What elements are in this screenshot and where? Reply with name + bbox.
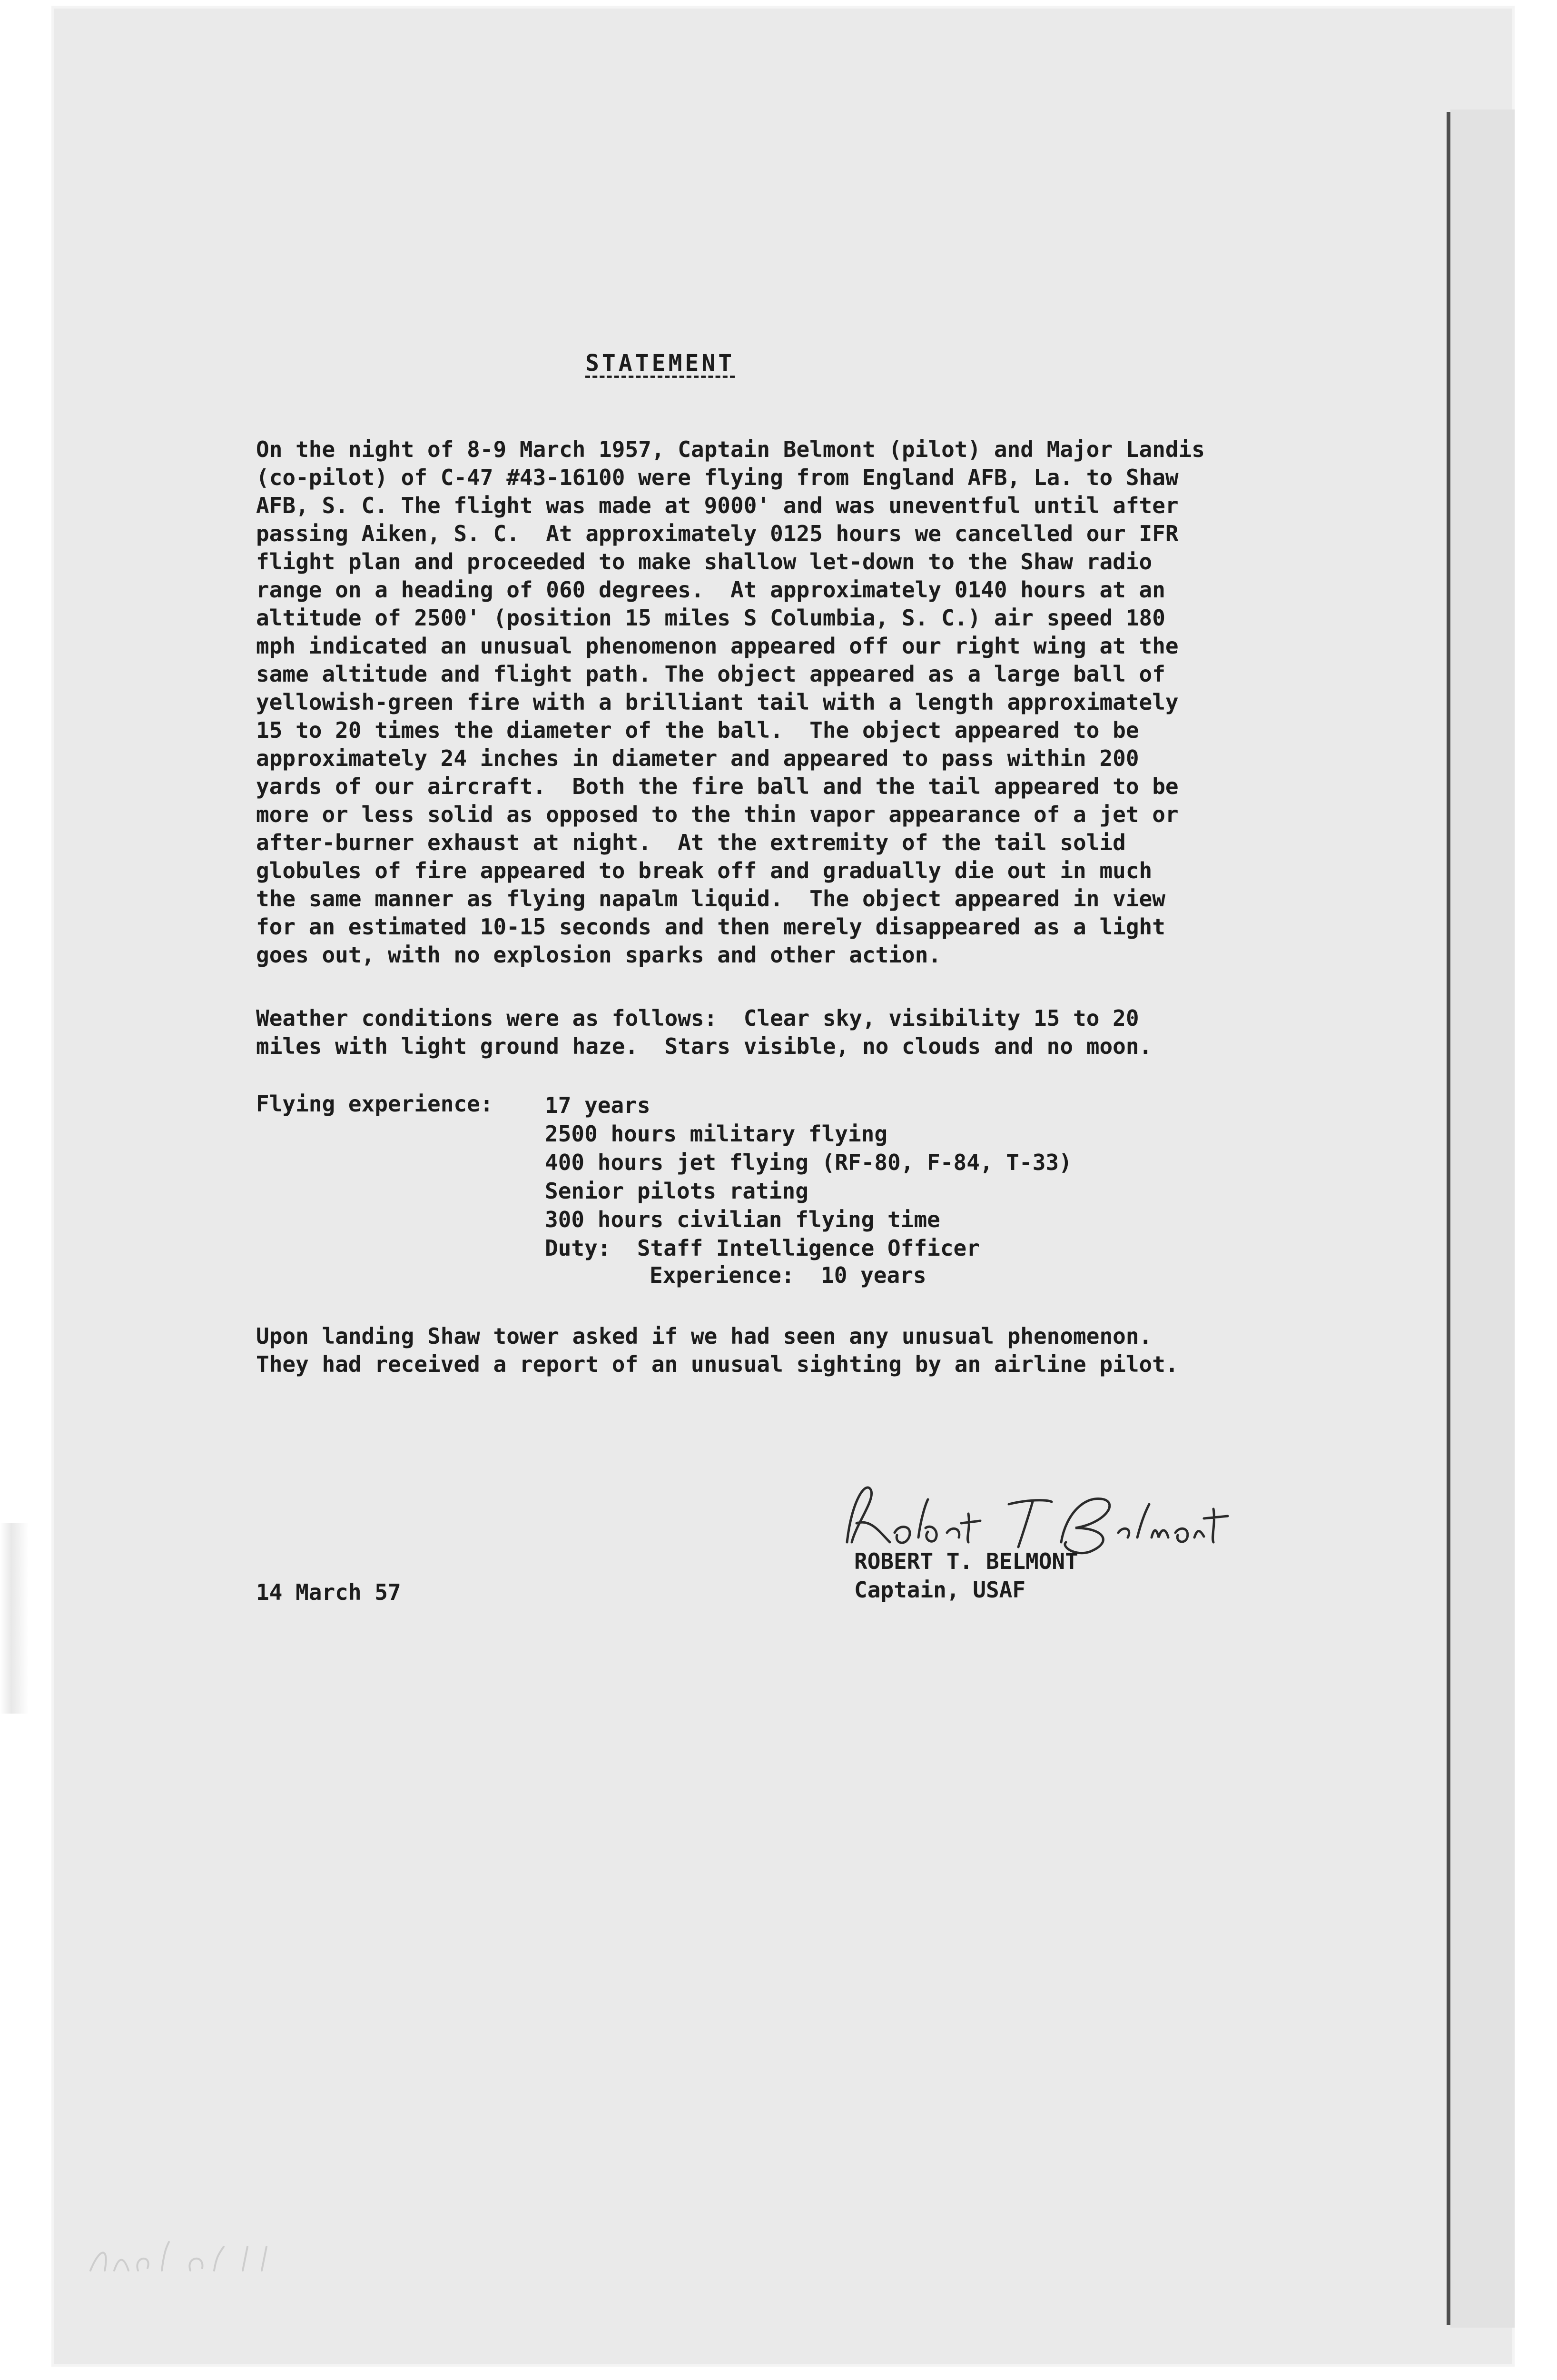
page-edge-line	[1447, 112, 1450, 2325]
experience-list: 17 years 2500 hours military flying 400 hours jet flying (RF-80, F-84, T-33) Senior pilots rating 300 hours civilian flying time Duty: Staff Intelligence Officer	[545, 1092, 1072, 1261]
signer-name-block: ROBERT T. BELMONT Captain, USAF	[854, 1548, 1078, 1603]
scan-margin-shadow	[0, 1523, 29, 1714]
landing-paragraph: Upon landing Shaw tower asked if we had seen any unusual phenomenon. They had received a report of an unusual sighting by an airline pilot.	[256, 1323, 1179, 1377]
experience-label: Flying experience:	[256, 1091, 493, 1117]
page-right-strip	[1450, 109, 1515, 2328]
statement-date: 14 March 57	[256, 1579, 401, 1605]
experience-sub: Experience: 10 years	[650, 1262, 926, 1288]
weather-paragraph: Weather conditions were as follows: Clear sky, visibility 15 to 20 miles with light ground haze. Stars visible, no clouds and no moon.	[256, 1005, 1153, 1059]
statement-title: STATEMENT	[585, 350, 735, 377]
pencil-annotation	[81, 2228, 300, 2285]
statement-paragraph-1: On the night of 8-9 March 1957, Captain Belmont (pilot) and Major Landis (co-pilot) of C-47 #43-16100 were flying from England AFB, La. to Shaw AFB, S. C. The flight was made at 9000' and was uneventful until after passing Aiken, S. C. At approximately 0125 hours we cancelled our IFR flight plan and proceeded to make shallow let-down to the Shaw radio range on a heading of 060 degrees. At approximately 0140 hours at an altitude of 2500' (position 15 miles S Columbia, S. C.) air speed 180 mph indicated an unusual phenomenon appeared off our right wing at the same altitude and flight path. The object appeared as a large ball of yellowish-green fire with a brilliant tail with a length approximately 15 to 20 times the diameter of the ball. The object appeared to be approximately 24 inches in diameter and appeared to pass within 200 yards of our aircraft. Both the fire ball and the tail appeared to be more or less solid as opposed to the thin vapor appearance of a jet or after-burner exhaust at night. At the extremity of the tail solid globules of fire appeared to break off and gradually die out in much the same manner as flying napalm liquid. The object appeared in view for an estimated 10-15 seconds and then merely disappeared as a light goes out, with no explosion sparks and other action.	[256, 436, 1205, 968]
